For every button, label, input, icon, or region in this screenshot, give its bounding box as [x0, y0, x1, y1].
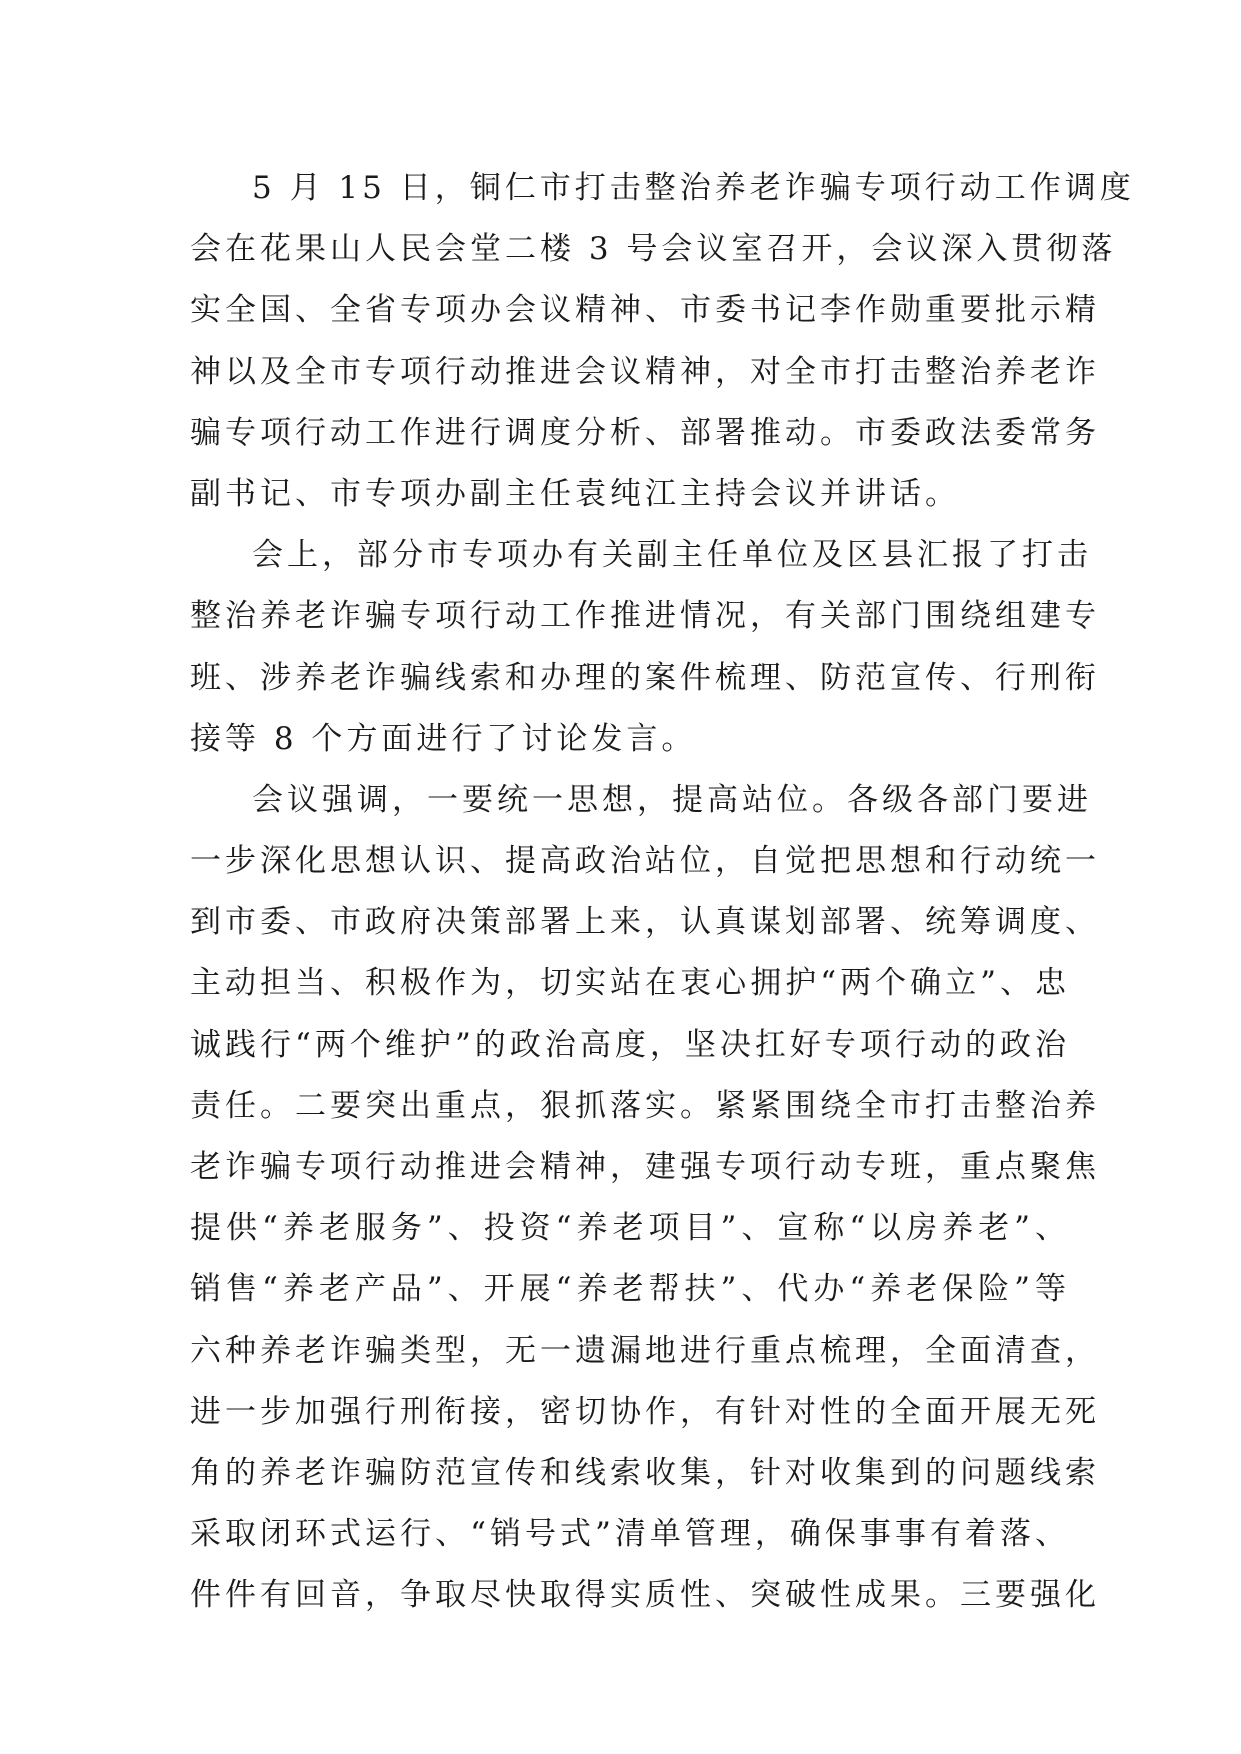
article-body — [190, 158, 1135, 1627]
text-line: 一步深化思想认识、提高政治站位，自觉把思想和行动统一 — [190, 843, 1100, 880]
text-line: 骗专项行动工作进行调度分析、部署推动。市委政法委常务 — [190, 414, 1100, 451]
text-line: 到市委、市政府决策部署上来，认真谋划部署、统筹调度、 — [190, 904, 1100, 941]
text-line: 会上，部分市专项办有关副主任单位及区县汇报了打击 — [252, 537, 1092, 574]
text-line: 诚践行“两个维护”的政治高度，坚决扛好专项行动的政治 — [190, 1026, 1070, 1063]
text-line: 老诈骗专项行动推进会精神，建强专项行动专班，重点聚焦 — [190, 1149, 1100, 1185]
text-line: 六种养老诈骗类型，无一遗漏地进行重点梳理，全面清查， — [190, 1332, 1100, 1369]
text-line: 提供“养老服务”、投资“养老项目”、宣称“以房养老”、 — [190, 1210, 1070, 1247]
text-line: 5 月 15 日，铜仁市打击整治养老诈骗专项行动工作调度 — [252, 170, 1135, 206]
text-line: 神以及全市专项行动推进会议精神，对全市打击整治养老诈 — [190, 353, 1100, 390]
text-line: 接等 8 个方面进行了讨论发言。 — [190, 720, 697, 757]
paragraph-meeting-overview — [190, 158, 1135, 525]
text-line: 主动担当、积极作为，切实站在衷心拥护“两个确立”、忠 — [190, 965, 1070, 1002]
text-line: 责任。二要突出重点，狠抓落实。紧紧围绕全市打击整治养 — [190, 1087, 1100, 1124]
paragraph-reports — [190, 525, 1100, 770]
text-line: 班、涉养老诈骗线索和办理的案件梳理、防范宣传、行刑衔 — [190, 659, 1100, 696]
text-line: 整治养老诈骗专项行动工作推进情况，有关部门围绕组建专 — [190, 598, 1100, 635]
text-line: 会在花果山人民会堂二楼 3 号会议室召开，会议深入贯彻落 — [190, 231, 1117, 268]
text-line: 件件有回音，争取尽快取得实质性、突破性成果。三要强化 — [190, 1577, 1100, 1614]
text-line: 副书记、市专项办副主任袁纯江主持会议并讲话。 — [190, 475, 960, 512]
paragraph-requirements — [190, 770, 1100, 1627]
text-line: 进一步加强行刑衔接，密切协作，有针对性的全面开展无死 — [190, 1393, 1100, 1430]
text-line: 会议强调，一要统一思想，提高站位。各级各部门要进 — [252, 781, 1092, 818]
text-line: 销售“养老产品”、开展“养老帮扶”、代办“养老保险”等 — [190, 1271, 1070, 1308]
text-line: 实全国、全省专项办会议精神、市委书记李作勋重要批示精 — [190, 292, 1100, 329]
text-line: 角的养老诈骗防范宣传和线索收集，针对收集到的问题线索 — [190, 1454, 1100, 1491]
text-line: 采取闭环式运行、“销号式”清单管理，确保事事有着落、 — [190, 1516, 1070, 1553]
